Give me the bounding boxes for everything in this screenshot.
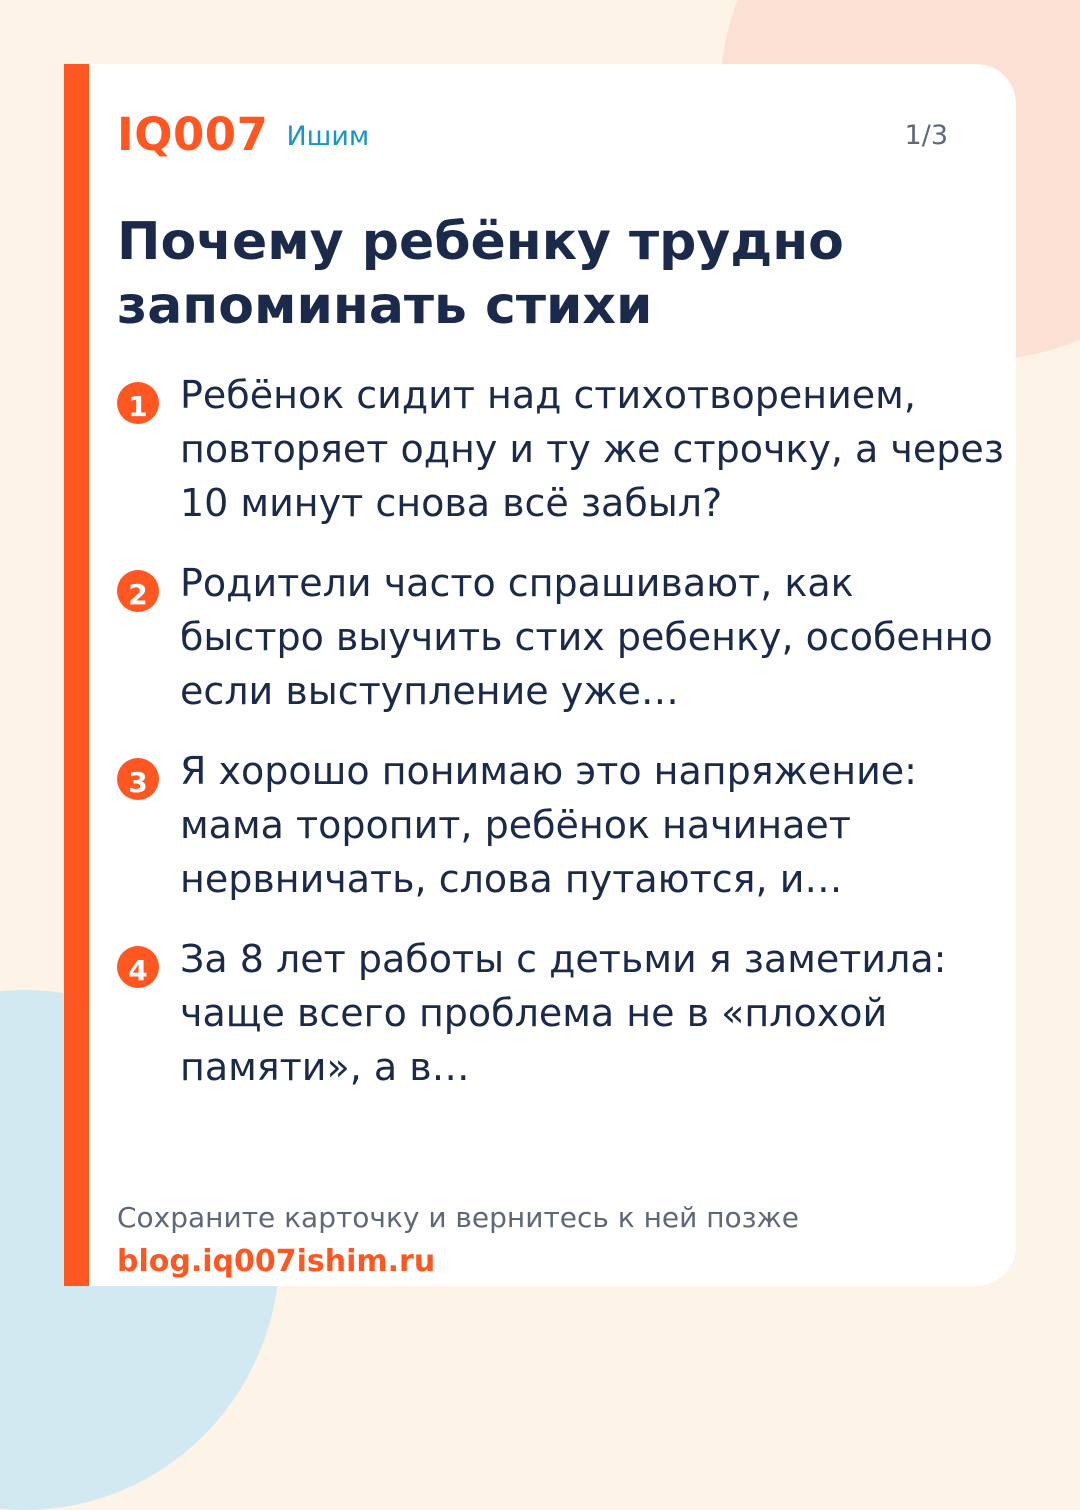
list-item: [117, 744, 1007, 906]
list-item-text: За 8 лет работы с детьми я заметила: чаще всего проблема не в «плохой памяти», а в…: [180, 937, 947, 1089]
list-item-text: Я хорошо понимаю это напряжение: мама торопит, ребёнок начинает нервничать, слова путаются, и…: [180, 749, 917, 901]
page-indicator: 1/3: [904, 119, 948, 151]
list-item-text: Родители часто спрашивают, как быстро выучить стих ребенку, особенно если выступление уже…: [180, 561, 993, 713]
list-item-text: Ребёнок сидит над стихотворением, повторяет одну и ту же строчку, а через 10 минут снова всё забыл?: [180, 373, 1004, 525]
city-label: Ишим: [286, 120, 370, 152]
card-title: Почему ребёнку трудно запоминать стихи: [117, 212, 844, 336]
list-item: [117, 932, 1007, 1094]
list-item: [117, 556, 1007, 718]
number-badge: 4: [117, 946, 159, 988]
list-item: [117, 368, 1007, 530]
card-footer: [117, 1196, 799, 1284]
number-badge: 2: [117, 570, 159, 612]
number-badge: 3: [117, 758, 159, 800]
save-note: Сохраните карточку и вернитесь к ней позже: [117, 1201, 799, 1234]
brand-logo: IQ007: [117, 107, 269, 161]
accent-bar: [64, 64, 89, 1286]
content-card: [64, 64, 1016, 1286]
points-list: [117, 368, 1007, 1120]
number-badge: 1: [117, 382, 159, 424]
card-header: [117, 104, 948, 164]
blog-link[interactable]: blog.iq007ishim.ru: [117, 1244, 436, 1279]
